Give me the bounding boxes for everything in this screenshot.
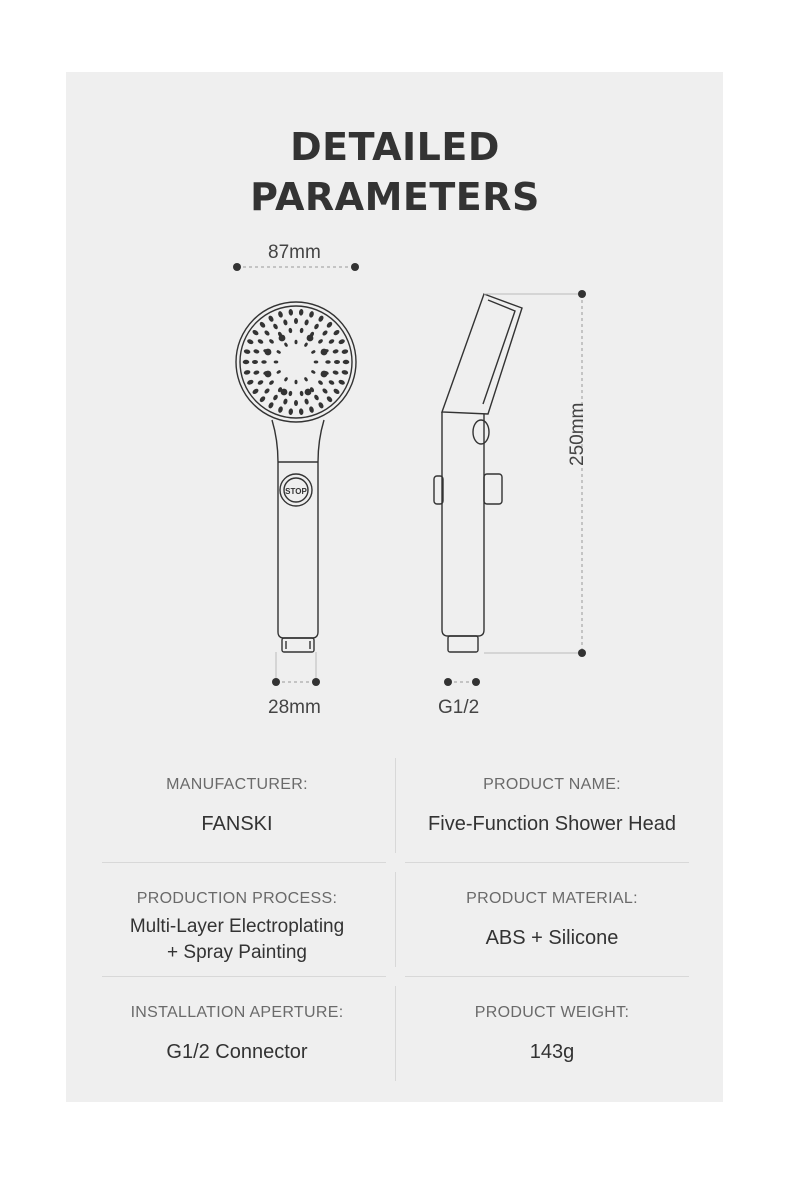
nozzle (294, 400, 298, 406)
nozzle (317, 338, 323, 344)
nozzle (268, 379, 274, 385)
nozzle (283, 319, 288, 326)
nozzle (288, 309, 293, 316)
product-weight-value: 143g (529, 1041, 575, 1063)
nozzle (263, 329, 270, 336)
nozzle (276, 370, 281, 375)
nozzle (299, 408, 304, 415)
nozzle (284, 377, 289, 382)
nozzle (332, 370, 339, 375)
nozzle (263, 387, 270, 394)
nozzle (272, 323, 278, 330)
nozzle (284, 342, 289, 347)
product-name-label: PRODUCT NAME: (483, 776, 621, 793)
nozzle (334, 360, 340, 364)
nozzle (253, 370, 260, 375)
nozzle (288, 408, 293, 415)
divider (102, 976, 386, 977)
nozzle (259, 321, 267, 329)
manufacturer-label: MANUFACTURER: (166, 776, 308, 793)
nozzle-pattern (243, 309, 350, 415)
divider (395, 872, 396, 967)
nozzle (294, 318, 298, 324)
nozzle (274, 361, 279, 364)
front-handle (272, 420, 324, 638)
nozzle (257, 379, 264, 385)
nozzle (268, 338, 274, 344)
product-weight-label: PRODUCT WEIGHT: (474, 1004, 630, 1021)
title-line-1: DETAILED (290, 125, 500, 169)
nozzle (276, 350, 281, 355)
nozzle (304, 398, 309, 405)
stop-button-label: STOP (285, 487, 307, 496)
nozzle (313, 323, 319, 330)
nozzle (265, 371, 272, 378)
nozzle (277, 311, 283, 319)
product-name-value: Five-Function Shower Head (428, 813, 676, 835)
nozzle (299, 309, 304, 316)
nozzle (326, 321, 334, 329)
nozzle (299, 391, 303, 397)
divider (395, 986, 396, 1081)
nozzle (265, 349, 272, 356)
nozzle (246, 379, 254, 386)
nozzle (314, 361, 319, 364)
nozzle (304, 319, 309, 326)
nozzle (328, 379, 335, 385)
nozzle (328, 338, 335, 344)
nozzle (281, 389, 288, 396)
nozzle (311, 370, 316, 375)
nozzle (283, 398, 288, 405)
nozzle (252, 388, 260, 395)
nozzle (333, 388, 341, 395)
installation-aperture-label: INSTALLATION APERTURE: (130, 1004, 344, 1021)
product-material-label: PRODUCT MATERIAL: (466, 890, 638, 907)
nozzle (252, 329, 260, 336)
nozzle (317, 315, 324, 323)
side-head (442, 294, 522, 414)
nozzle (338, 379, 346, 386)
nozzle (272, 394, 278, 401)
nozzle (299, 328, 303, 334)
nozzle (332, 349, 339, 354)
nozzle (326, 395, 334, 403)
handle-dimension: 28mm (268, 697, 321, 718)
nozzle (343, 360, 350, 364)
nozzle (304, 342, 309, 347)
divider (395, 758, 396, 853)
nozzle (313, 394, 319, 401)
side-handle (442, 412, 484, 636)
nozzle (295, 380, 298, 385)
nozzle (243, 349, 250, 355)
divider (405, 976, 689, 977)
nozzle (311, 350, 316, 355)
nozzle (321, 329, 328, 336)
title-line-2: PARAMETERS (250, 175, 540, 219)
nozzle (267, 315, 274, 323)
production-process-label: PRODUCTION PROCESS: (136, 890, 338, 907)
nozzle (307, 335, 314, 342)
manufacturer-value: FANSKI (201, 813, 273, 835)
nozzle (317, 379, 323, 385)
nozzle (308, 311, 314, 319)
nozzle (279, 335, 286, 342)
nozzle (243, 360, 250, 364)
nozzle (321, 387, 328, 394)
divider (405, 862, 689, 863)
production-process-value: Multi-Layer Electroplating + Spray Painting (129, 916, 345, 963)
width-dimension: 87mm (268, 242, 321, 263)
nozzle (317, 401, 324, 409)
nozzle (341, 370, 348, 376)
installation-aperture-value: G1/2 Connector (166, 1041, 308, 1063)
nozzle (341, 349, 348, 355)
nozzle (246, 338, 254, 345)
nozzle (305, 389, 312, 396)
divider (102, 862, 386, 863)
nozzle (252, 360, 258, 364)
nozzle (253, 349, 260, 354)
nozzle (261, 360, 266, 364)
nozzle (308, 406, 314, 414)
nozzle (338, 338, 346, 345)
nozzle (321, 349, 328, 356)
nozzle (304, 377, 309, 382)
height-dimension: 250mm (567, 402, 588, 466)
nozzle (243, 370, 250, 376)
nozzle (321, 371, 328, 378)
nozzle (259, 395, 267, 403)
nozzle (267, 401, 274, 409)
nozzle (333, 329, 341, 336)
nozzle (295, 340, 298, 345)
nozzle (277, 406, 283, 414)
nozzle (257, 338, 264, 344)
nozzle (325, 360, 330, 364)
product-material-value: ABS + Silicone (485, 927, 619, 949)
connector-dimension: G1/2 (438, 697, 480, 718)
nozzle (288, 391, 292, 397)
nozzle (288, 328, 292, 334)
